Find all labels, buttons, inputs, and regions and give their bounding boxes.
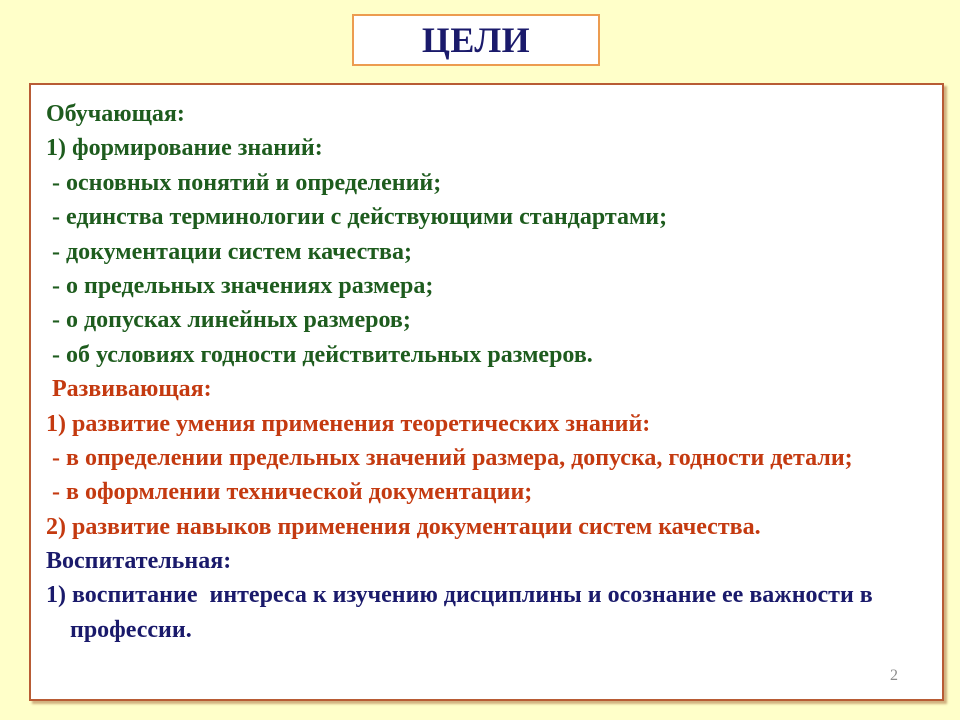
text-line: - о предельных значениях размера; bbox=[46, 272, 434, 299]
text-line: - в определении предельных значений размера, допуска, годности детали; bbox=[46, 444, 853, 471]
text-line: профессии. bbox=[46, 616, 192, 643]
text-line: - о допусках линейных размеров; bbox=[46, 307, 411, 334]
goals-text bbox=[46, 97, 934, 647]
text-line: - об условиях годности действительных размеров. bbox=[46, 341, 593, 368]
text-line: Обучающая: bbox=[46, 101, 185, 127]
text-line: - основных понятий и определений; bbox=[46, 169, 442, 196]
text-line: 1) формирование знаний: bbox=[46, 135, 323, 162]
text-line: - документации систем качества; bbox=[46, 238, 412, 265]
text-line: 2) развитие навыков применения документации систем качества. bbox=[46, 513, 761, 540]
text-line: Воспитательная: bbox=[46, 548, 232, 575]
title-box bbox=[352, 14, 600, 66]
text-line: 1) воспитание интереса к изучению дисциплины и осознание ее важности в bbox=[46, 582, 873, 609]
text-line: Развивающая: bbox=[46, 376, 212, 403]
text-line: 1) развитие умения применения теоретических знаний: bbox=[46, 410, 651, 437]
page-number: 2 bbox=[890, 667, 898, 684]
text-line: - единства терминологии с действующими стандартами; bbox=[46, 204, 668, 231]
text-line: - в оформлении технической документации; bbox=[46, 479, 533, 506]
slide-title: ЦЕЛИ bbox=[421, 20, 531, 60]
content-box bbox=[29, 83, 944, 701]
